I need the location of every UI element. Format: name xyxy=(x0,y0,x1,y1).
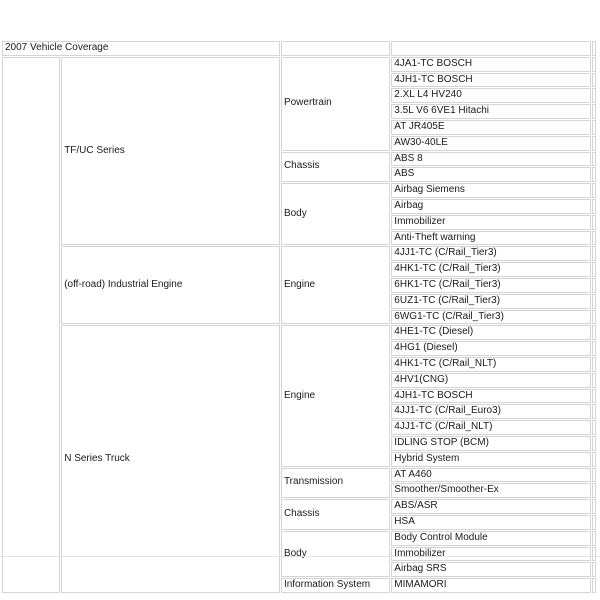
edge-cell xyxy=(592,562,596,577)
edge-cell xyxy=(592,246,596,261)
module-item-cell: Immobilizer xyxy=(391,547,591,562)
module-item-cell: ABS 8 xyxy=(391,152,591,167)
module-item-cell: Anti-Theft warning xyxy=(391,231,591,246)
module-item-cell: AW30-40LE xyxy=(391,136,591,151)
edge-cell xyxy=(592,483,596,498)
edge-cell xyxy=(592,325,596,340)
coverage-frame xyxy=(0,40,600,591)
table-header-row xyxy=(2,41,596,56)
edge-cell xyxy=(592,73,596,88)
module-item-cell: AT JR405E xyxy=(391,120,591,135)
edge-cell xyxy=(592,310,596,325)
system-name-cell: Body xyxy=(281,183,390,245)
coverage-table-body xyxy=(2,41,596,593)
module-item-cell: 4JA1-TC BOSCH xyxy=(391,57,591,72)
module-item-cell: Airbag Siemens xyxy=(391,183,591,198)
edge-cell xyxy=(592,468,596,483)
module-item-cell: 2.XL L4 HV240 xyxy=(391,88,591,103)
module-item-cell: Airbag SRS xyxy=(391,562,591,577)
table-row xyxy=(2,57,596,72)
edge-cell xyxy=(592,152,596,167)
system-name-cell: Powertrain xyxy=(281,57,390,151)
edge-cell xyxy=(592,515,596,530)
edge-cell xyxy=(592,404,596,419)
edge-cell xyxy=(592,499,596,514)
edge-cell xyxy=(592,436,596,451)
module-item-cell: 4JH1-TC BOSCH xyxy=(391,73,591,88)
series-name-cell: TF/UC Series xyxy=(61,57,280,246)
module-item-cell: 4HK1-TC (C/Rail_Tier3) xyxy=(391,262,591,277)
module-item-cell: Immobilizer xyxy=(391,215,591,230)
edge-cell xyxy=(592,104,596,119)
edge-cell xyxy=(592,231,596,246)
module-item-cell: Smoother/Smoother-Ex xyxy=(391,483,591,498)
table-row xyxy=(2,325,596,340)
edge-cell xyxy=(592,167,596,182)
series-name-cell: N Series Truck xyxy=(61,325,280,593)
edge-cell xyxy=(592,136,596,151)
module-item-cell: 3.5L V6 6VE1 Hitachi xyxy=(391,104,591,119)
table-row xyxy=(2,246,596,261)
edge-cell xyxy=(592,357,596,372)
module-item-cell: 4HV1(CNG) xyxy=(391,373,591,388)
module-item-cell: ABS/ASR xyxy=(391,499,591,514)
module-item-cell: 4HK1-TC (C/Rail_NLT) xyxy=(391,357,591,372)
module-item-cell: 4JJ1-TC (C/Rail_Euro3) xyxy=(391,404,591,419)
module-item-cell: 6UZ1-TC (C/Rail_Tier3) xyxy=(391,294,591,309)
edge-cell xyxy=(592,452,596,467)
edge-cell xyxy=(592,57,596,72)
edge-cell xyxy=(592,420,596,435)
system-name-cell: Engine xyxy=(281,325,390,466)
page-title: 2007 Vehicle Coverage xyxy=(2,41,280,56)
edge-cell xyxy=(592,373,596,388)
module-item-cell: IDLING STOP (BCM) xyxy=(391,436,591,451)
system-name-cell: Body xyxy=(281,531,390,577)
module-item-cell: 6WG1-TC (C/Rail_Tier3) xyxy=(391,310,591,325)
edge-cell xyxy=(592,41,596,56)
edge-cell xyxy=(592,294,596,309)
module-item-cell: Airbag xyxy=(391,199,591,214)
system-name-cell: Engine xyxy=(281,246,390,324)
edge-cell xyxy=(592,88,596,103)
edge-cell xyxy=(592,120,596,135)
edge-cell xyxy=(592,578,596,593)
module-item-cell: 4JH1-TC BOSCH xyxy=(391,389,591,404)
system-name-cell: Chassis xyxy=(281,152,390,183)
module-item-cell: 4JJ1-TC (C/Rail_Tier3) xyxy=(391,246,591,261)
edge-cell xyxy=(592,215,596,230)
edge-cell xyxy=(592,183,596,198)
edge-cell xyxy=(592,278,596,293)
module-item-cell: Body Control Module xyxy=(391,531,591,546)
module-item-cell: ABS xyxy=(391,167,591,182)
edge-cell xyxy=(592,389,596,404)
edge-cell xyxy=(592,547,596,562)
system-name-cell: Information System xyxy=(281,578,390,593)
edge-cell xyxy=(592,341,596,356)
vehicle-coverage-table xyxy=(1,40,597,594)
module-item-cell: HSA xyxy=(391,515,591,530)
header-blank-cell xyxy=(281,41,390,56)
module-item-cell: 4JJ1-TC (C/Rail_NLT) xyxy=(391,420,591,435)
system-name-cell: Chassis xyxy=(281,499,390,530)
system-name-cell: Transmission xyxy=(281,468,390,499)
header-blank-cell xyxy=(391,41,591,56)
module-item-cell: 4HE1-TC (Diesel) xyxy=(391,325,591,340)
module-item-cell: 6HK1-TC (C/Rail_Tier3) xyxy=(391,278,591,293)
module-item-cell: Hybrid System xyxy=(391,452,591,467)
edge-cell xyxy=(592,262,596,277)
bottom-divider xyxy=(0,556,600,557)
series-name-cell: (off-road) Industrial Engine xyxy=(61,246,280,324)
edge-cell xyxy=(592,531,596,546)
blank-series-cell xyxy=(2,57,60,593)
module-item-cell: MIMAMORI xyxy=(391,578,591,593)
module-item-cell: AT A460 xyxy=(391,468,591,483)
module-item-cell: 4HG1 (Diesel) xyxy=(391,341,591,356)
edge-cell xyxy=(592,199,596,214)
